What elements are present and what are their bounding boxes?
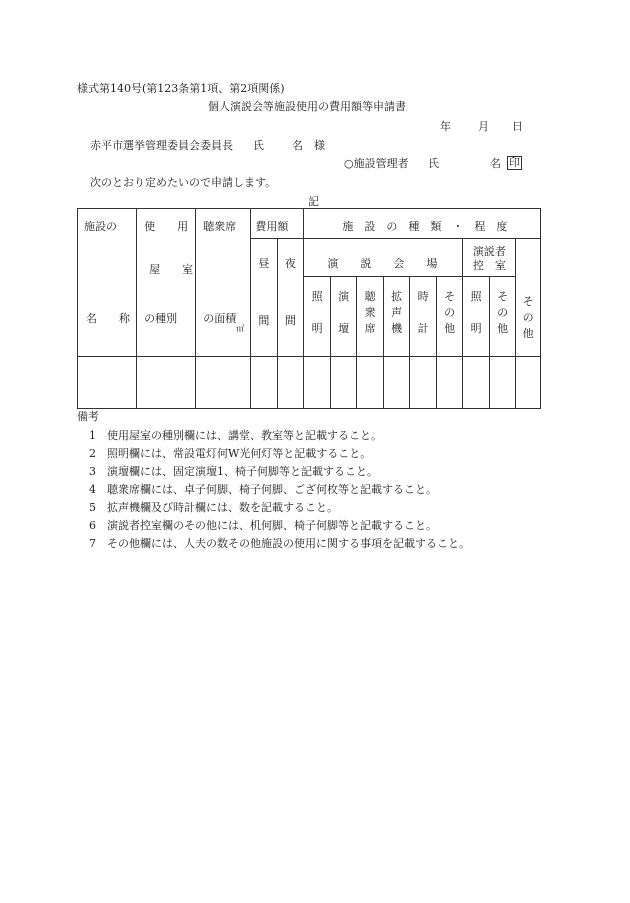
date-year: 年: [440, 120, 451, 133]
seat-area-header: 聴衆席 の面積 ㎡: [196, 209, 251, 357]
document-title: 個人演説会等施設使用の費用額等申請書: [208, 100, 406, 113]
type-degree-header: 施 設 の 種 類 ・ 程 度: [304, 209, 541, 239]
speaker-room-header: 演説者 控 室: [463, 239, 516, 277]
applicant-label: ○施設管理者: [344, 157, 409, 170]
note-item: 1 使用屋室の種別欄には、講堂、教室等と記載すること。: [89, 429, 382, 442]
entry-clock[interactable]: [410, 357, 437, 409]
addressee-honorific: 様: [314, 139, 325, 152]
note-item: 2 照明欄には、常設電灯何W光何灯等と記載すること。: [89, 447, 372, 460]
other-header: そ の 他: [516, 239, 541, 357]
entry-facility-name[interactable]: [78, 357, 137, 409]
fee-night-header: 夜 間: [277, 239, 304, 357]
date-month: 月: [478, 120, 489, 133]
entry-fee-night[interactable]: [277, 357, 304, 409]
record-mark: 記: [308, 195, 319, 208]
entry-speaker-other[interactable]: [489, 357, 516, 409]
entry-podium[interactable]: [330, 357, 357, 409]
entry-audience-seats[interactable]: [357, 357, 384, 409]
venue-col-audience-seats: 聴 衆 席: [357, 277, 384, 357]
note-item: 4 聴衆席欄には、卓子何脚、椅子何脚、ござ何枚等と記載すること。: [89, 483, 437, 496]
fee-header: 費用額: [251, 209, 304, 239]
facility-name-header: 施設の 名 称: [78, 209, 137, 357]
entry-lighting[interactable]: [304, 357, 331, 409]
venue-col-podium: 演 壇: [330, 277, 357, 357]
addressee-name-1: 氏: [253, 139, 264, 152]
notes-heading: 備考: [77, 410, 99, 423]
entry-loudspeaker[interactable]: [383, 357, 410, 409]
applicant-name-1: 氏: [428, 157, 439, 170]
entry-fee-day[interactable]: [251, 357, 278, 409]
venue-col-clock: 時 計: [410, 277, 437, 357]
entry-other[interactable]: [516, 357, 541, 409]
intro-text: 次のとおり定めたいので申請します。: [90, 176, 277, 189]
entry-venue-other[interactable]: [436, 357, 463, 409]
addressee-committee: 赤平市選挙管理委員会委員長: [90, 139, 233, 152]
form-number: 様式第140号(第123条第1項、第2項関係): [77, 82, 285, 95]
venue-col-other: そ の 他: [436, 277, 463, 357]
room-type-header: 使 用 屋 室 の種別: [137, 209, 196, 357]
note-item: 3 演壇欄には、固定演壇1、椅子何脚等と記載すること。: [89, 465, 378, 478]
entry-speaker-lighting[interactable]: [463, 357, 490, 409]
date-day: 日: [512, 120, 523, 133]
entry-room-type[interactable]: [137, 357, 196, 409]
speaker-col-other: そ の 他: [489, 277, 516, 357]
venue-header: 演 説 会 場: [304, 239, 463, 277]
note-item: 5 拡声機欄及び時計欄には、数を記載すること。: [89, 501, 338, 514]
speaker-col-lighting: 照 明: [463, 277, 490, 357]
fee-day-header: 昼 間: [251, 239, 278, 357]
venue-col-lighting: 照 明: [304, 277, 331, 357]
table-entry-row: [78, 357, 541, 409]
entry-seat-area[interactable]: [196, 357, 251, 409]
note-item: 6 演説者控室欄のその他には、机何脚、椅子何脚等と記載すること。: [89, 519, 437, 532]
notes-list: [89, 430, 470, 556]
applicant-name-2: 名: [490, 157, 501, 170]
application-table: [77, 208, 541, 409]
seal-box: 印: [509, 156, 520, 169]
note-item: 7 その他欄には、人夫の数その他施設の使用に関する事項を記載すること。: [89, 537, 470, 550]
addressee-name-2: 名: [292, 139, 303, 152]
venue-col-loudspeaker: 拡 声 機: [383, 277, 410, 357]
